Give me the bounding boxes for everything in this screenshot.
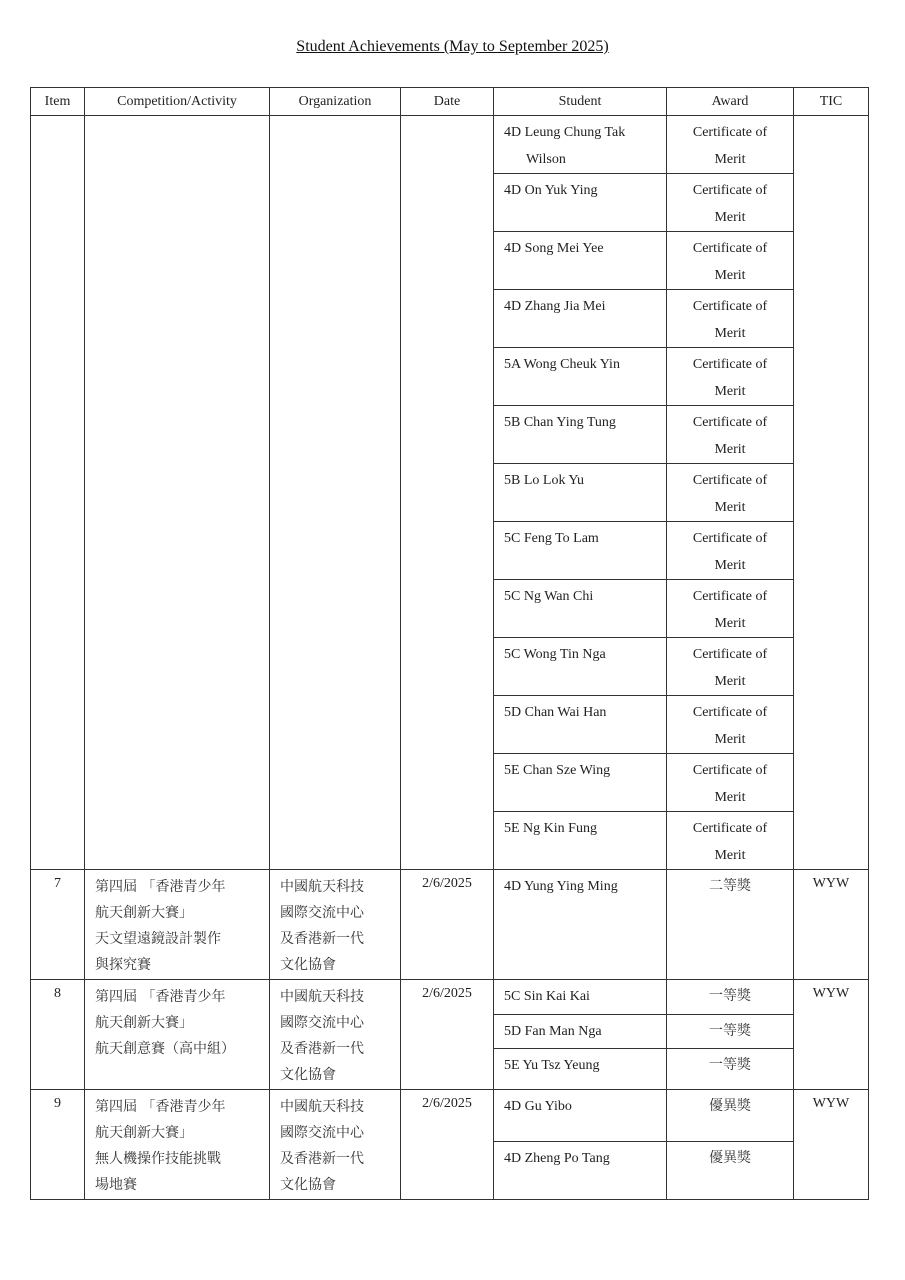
award-cell: Certificate of Merit [667, 522, 794, 580]
date-cell-empty [401, 116, 494, 870]
award-cell: Certificate of Merit [667, 464, 794, 522]
competition-cell: 第四屆 「香港青少年 航天創新大賽」 天文望遠鏡設計製作 與探究賽 [85, 870, 270, 980]
achievements-table [30, 87, 869, 1200]
award-cell: Certificate of Merit [667, 232, 794, 290]
student-cell: 5B Lo Lok Yu [494, 464, 667, 522]
student-cell: 5E Ng Kin Fung [494, 812, 667, 870]
competition-cell: 第四屆 「香港青少年 航天創新大賽」 無人機操作技能挑戰 場地賽 [85, 1090, 270, 1200]
award-cell: Certificate of Merit [667, 174, 794, 232]
award-cell: Certificate of Merit [667, 116, 794, 174]
tic-cell: WYW [794, 870, 869, 980]
date-cell: 2/6/2025 [401, 980, 494, 1090]
organization-cell: 中國航天科技 國際交流中心 及香港新一代 文化協會 [270, 1090, 401, 1200]
competition-cell-empty [85, 116, 270, 870]
student-cell: 4D On Yuk Ying [494, 174, 667, 232]
header-award: Award [667, 88, 794, 116]
student-cell: 5E Chan Sze Wing [494, 754, 667, 812]
student-cell: 4D Zheng Po Tang [494, 1142, 667, 1200]
award-cell: Certificate of Merit [667, 812, 794, 870]
award-cell: 優異獎 [667, 1090, 794, 1142]
date-cell: 2/6/2025 [401, 1090, 494, 1200]
award-cell: Certificate of Merit [667, 580, 794, 638]
table-row-item-7 [31, 870, 869, 980]
header-date: Date [401, 88, 494, 116]
item-number: 9 [31, 1090, 85, 1200]
page-title: Student Achievements (May to September 2025) [296, 38, 609, 55]
tic-cell-empty [794, 116, 869, 870]
header-organization: Organization [270, 88, 401, 116]
date-cell: 2/6/2025 [401, 870, 494, 980]
organization-cell-empty [270, 116, 401, 870]
award-cell: 二等獎 [667, 870, 794, 980]
item-number: 8 [31, 980, 85, 1090]
table-row [31, 116, 869, 174]
award-cell: Certificate of Merit [667, 754, 794, 812]
tic-cell: WYW [794, 1090, 869, 1200]
organization-cell: 中國航天科技 國際交流中心 及香港新一代 文化協會 [270, 870, 401, 980]
award-cell: Certificate of Merit [667, 406, 794, 464]
student-cell: 5C Ng Wan Chi [494, 580, 667, 638]
award-cell: 一等獎 [667, 980, 794, 1015]
award-cell: 一等獎 [667, 1049, 794, 1090]
award-cell: Certificate of Merit [667, 696, 794, 754]
organization-cell: 中國航天科技 國際交流中心 及香港新一代 文化協會 [270, 980, 401, 1090]
item-number: 7 [31, 870, 85, 980]
student-cell: 5C Feng To Lam [494, 522, 667, 580]
header-competition: Competition/Activity [85, 88, 270, 116]
table-row-item-9 [31, 1090, 869, 1142]
student-cell: 4D Leung Chung Tak Wilson [494, 116, 667, 174]
header-item: Item [31, 88, 85, 116]
student-cell: 5A Wong Cheuk Yin [494, 348, 667, 406]
table-header-row [31, 88, 869, 116]
award-cell: Certificate of Merit [667, 290, 794, 348]
header-tic: TIC [794, 88, 869, 116]
student-cell: 5D Fan Man Nga [494, 1015, 667, 1049]
award-cell: 優異獎 [667, 1142, 794, 1200]
student-cell: 4D Gu Yibo [494, 1090, 667, 1142]
award-cell: Certificate of Merit [667, 638, 794, 696]
competition-cell: 第四屆 「香港青少年 航天創新大賽」 航天創意賽（高中組） [85, 980, 270, 1090]
award-cell: 一等獎 [667, 1015, 794, 1049]
item-cell-empty [31, 116, 85, 870]
student-cell: 5D Chan Wai Han [494, 696, 667, 754]
student-cell: 5C Sin Kai Kai [494, 980, 667, 1015]
award-cell: Certificate of Merit [667, 348, 794, 406]
student-cell: 5E Yu Tsz Yeung [494, 1049, 667, 1090]
tic-cell: WYW [794, 980, 869, 1090]
table-row-item-8 [31, 980, 869, 1015]
student-cell: 5B Chan Ying Tung [494, 406, 667, 464]
student-cell: 5C Wong Tin Nga [494, 638, 667, 696]
student-cell: 4D Yung Ying Ming [494, 870, 667, 980]
student-cell: 4D Song Mei Yee [494, 232, 667, 290]
header-student: Student [494, 88, 667, 116]
student-cell: 4D Zhang Jia Mei [494, 290, 667, 348]
